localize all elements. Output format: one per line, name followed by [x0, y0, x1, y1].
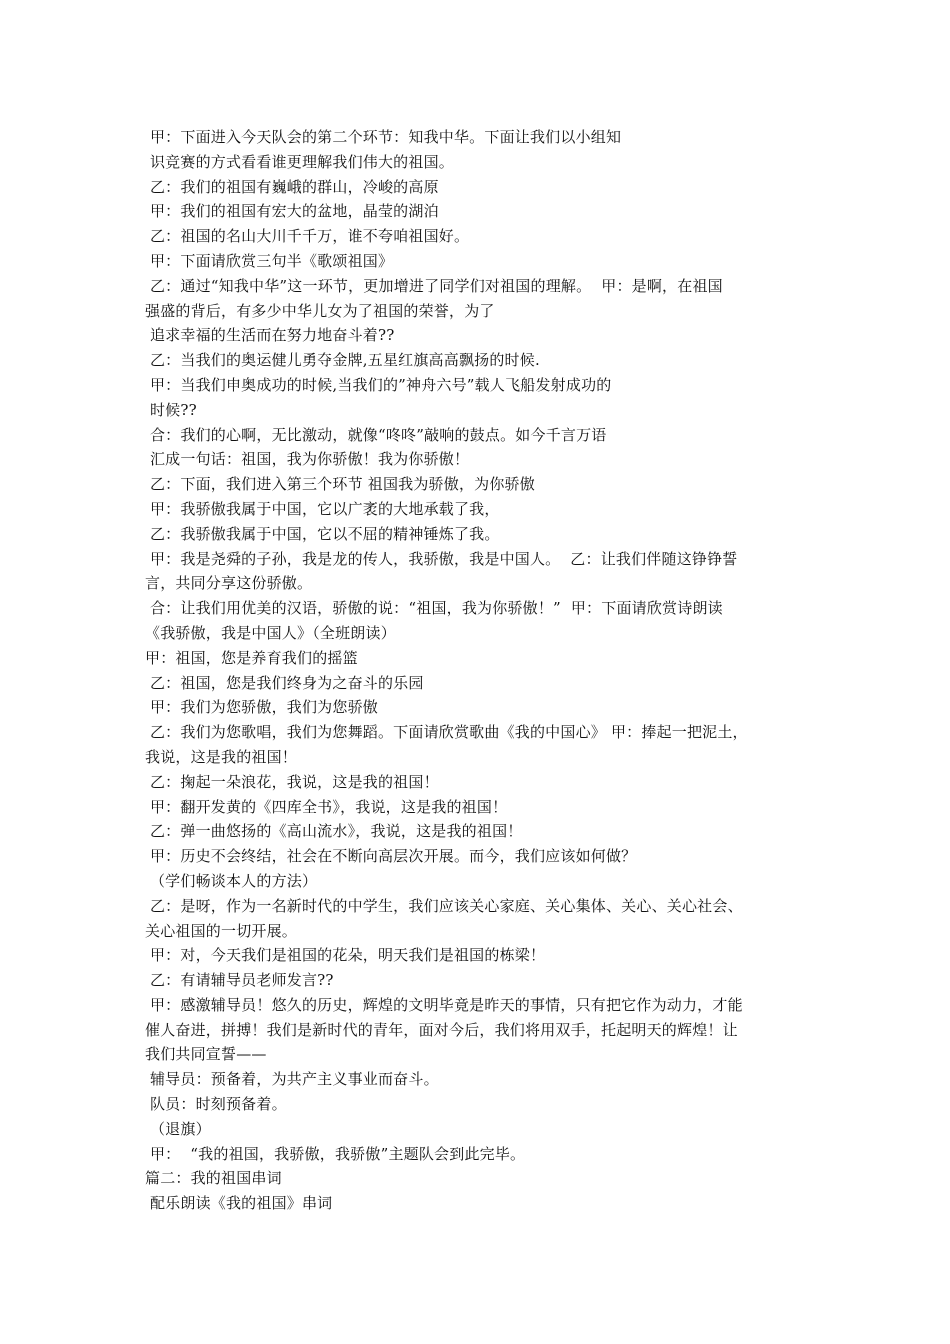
text-line: 甲：当我们申奥成功的时候,当我们的”神舟六号”载人飞船发射成功的	[145, 375, 612, 394]
text-line: 甲：下面进入今天队会的第二个环节：知我中华。下面让我们以小组知	[145, 128, 622, 146]
text-line: 配乐朗读《我的祖国》串词	[145, 1194, 333, 1213]
section-heading: 篇二：我的祖国串词	[145, 1169, 282, 1188]
text-line: 时候??	[145, 400, 197, 419]
text-line: 乙：我们为您歌唱，我们为您舞蹈。下面请欣赏歌曲《我的中国心》 甲：捧起一把泥土，	[145, 723, 748, 742]
text-line: 合：我们的心啊，无比激动，就像“咚咚”敲响的鼓点。如今千言万语	[145, 425, 607, 444]
text-line: 乙：我骄傲我属于中国，它以不屈的精神锤炼了我。	[145, 524, 500, 543]
text-line: 辅导员：预备着，为共产主义事业而奋斗。	[145, 1070, 439, 1089]
text-line: 我们共同宣誓——	[145, 1045, 267, 1064]
text-line: 甲： “我的祖国，我骄傲，我骄傲”主题队会到此完毕。	[145, 1144, 526, 1163]
text-line: 乙：当我们的奥运健儿勇夺金牌,五星红旗高高飘扬的时候.	[145, 351, 540, 370]
text-line: 甲：感激辅导员！悠久的历史，辉煌的文明毕竟是昨天的事情，只有把它作为动力，才能	[145, 995, 743, 1014]
text-line: 乙：下面，我们进入第三个环节 祖国我为骄傲，为你骄傲	[145, 475, 535, 494]
text-line: 甲：我们的祖国有宏大的盆地，晶莹的湖泊	[145, 202, 439, 221]
document-body	[145, 125, 810, 1216]
text-line: 强盛的背后，有多少中华儿女为了祖国的荣誉，为了	[145, 301, 495, 320]
text-line: （退旗）	[145, 1119, 211, 1138]
text-line: 乙：通过“知我中华”这一环节，更加增进了同学们对祖国的理解。 甲：是啊，在祖国	[145, 276, 723, 295]
text-line: 关心祖国的一切开展。	[145, 921, 298, 940]
text-line: 乙：弹一曲悠扬的《高山流水》，我说，这是我的祖国！	[145, 822, 523, 841]
text-line: 识竞赛的方式看看谁更理解我们伟大的祖国。	[145, 152, 454, 171]
text-line: 甲：祖国，您是养育我们的摇篮	[145, 648, 358, 667]
text-line: 乙：祖国，您是我们终身为之奋斗的乐园	[145, 673, 424, 692]
text-line: 乙：掬起一朵浪花，我说，这是我的祖国！	[145, 772, 439, 791]
text-line: 甲：对，今天我们是祖国的花朵，明天我们是祖国的栋梁！	[145, 946, 546, 965]
text-line: 甲：我是尧舜的子孙，我是龙的传人，我骄傲，我是中国人。 乙：让我们伴随这铮铮誓	[145, 549, 738, 568]
text-line: 队员：时刻预备着。	[145, 1095, 287, 1114]
text-line: （学们畅谈本人的方法）	[145, 871, 318, 890]
text-line: 追求幸福的生活而在努力地奋斗着??	[145, 326, 395, 345]
text-line: 催人奋进，拼搏！我们是新时代的青年，面对今后，我们将用双手，托起明天的辉煌！让	[145, 1020, 738, 1039]
text-line: 乙：我们的祖国有巍峨的群山，冷峻的高原	[145, 177, 439, 196]
text-line: 乙：是呀，作为一名新时代的中学生，我们应该关心家庭、关心集体、关心、关心社会、	[145, 896, 743, 915]
text-line: 甲：我骄傲我属于中国，它以广袤的大地承载了我，	[145, 499, 500, 518]
text-line: 我说，这是我的祖国！	[145, 747, 298, 766]
text-line: 《我骄傲，我是中国人》（全班朗读）	[145, 623, 396, 642]
text-line: 汇成一句话：祖国，我为你骄傲！我为你骄傲！	[145, 450, 470, 469]
text-line: 甲：下面请欣赏三句半《歌颂祖国》	[145, 251, 394, 270]
text-line: 甲：历史不会终结，社会在不断向高层次开展。而今，我们应该如何做？	[145, 847, 637, 866]
text-line: 乙：有请辅导员老师发言??	[145, 971, 334, 990]
text-line: 甲：我们为您骄傲，我们为您骄傲	[145, 698, 378, 717]
text-line: 合：让我们用优美的汉语，骄傲的说：“祖国，我为你骄傲！” 甲：下面请欣赏诗朗读	[145, 599, 723, 618]
text-line: 甲：翻开发黄的《四库全书》，我说，这是我的祖国！	[145, 797, 508, 816]
text-line: 言，共同分享这份骄傲。	[145, 574, 313, 593]
text-line: 乙：祖国的名山大川千千万，谁不夸咱祖国好。	[145, 227, 470, 246]
